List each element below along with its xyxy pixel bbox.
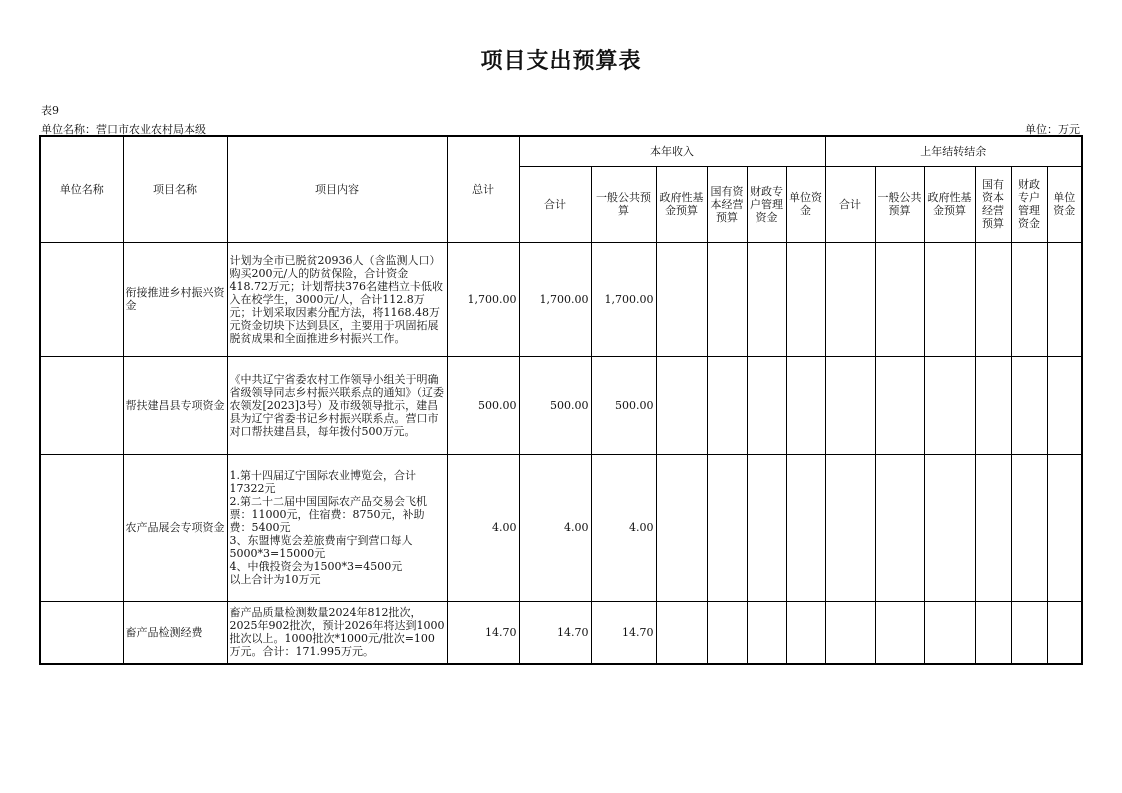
header-income-sum: 合计 — [519, 166, 591, 242]
header-total: 总计 — [447, 136, 519, 242]
row-income-sum: 500.00 — [519, 356, 591, 454]
row-total: 1,700.00 — [447, 242, 519, 356]
row-total: 14.70 — [447, 601, 519, 664]
header-carry-fund: 政府性基金预算 — [924, 166, 975, 242]
header-project-name: 项目名称 — [123, 136, 227, 242]
table-row — [40, 356, 1082, 454]
header-income-fund: 政府性基金预算 — [656, 166, 707, 242]
header-income-unit-fund: 单位资金 — [786, 166, 825, 242]
header-carry-state-capital: 国有资本经营预算 — [975, 166, 1011, 242]
row-project-content: 计划为全市已脱贫20936人（含监测人口）购买200元/人的防贫保险，合计资金418.72万元；计划帮扶376名建档立卡低收入在校学生，3000元/人，合计112.8万元；计划采取因素分配方法，将1168.48万元资金切块下达到县区，主要用于巩固拓展脱贫成果和全面推进乡村振兴工作。 — [227, 242, 447, 356]
row-total: 4.00 — [447, 454, 519, 601]
header-row-1 — [40, 136, 1082, 166]
row-project-name: 畜产品检测经费 — [123, 601, 227, 664]
header-income-special-account: 财政专户管理资金 — [747, 166, 786, 242]
header-carry-general: 一般公共预算 — [875, 166, 924, 242]
table-row — [40, 454, 1082, 601]
row-project-name: 农产品展会专项资金 — [123, 454, 227, 601]
row-project-content: 畜产品质量检测数量2024年812批次，2025年902批次，预计2026年将达到1000批次以上。1000批次*1000元/批次=100万元。合计：171.995万元。 — [227, 601, 447, 664]
header-carryover: 上年结转结余 — [825, 136, 1082, 166]
table-row — [40, 242, 1082, 356]
row-project-name: 衔接推进乡村振兴资金 — [123, 242, 227, 356]
header-income-general: 一般公共预算 — [591, 166, 656, 242]
header-unit-name: 单位名称 — [40, 136, 123, 242]
row-unit — [40, 454, 123, 601]
header-project-content: 项目内容 — [227, 136, 447, 242]
row-unit — [40, 242, 123, 356]
row-income-general: 4.00 — [591, 454, 656, 601]
row-unit — [40, 356, 123, 454]
header-carry-unit-fund: 单位资金 — [1047, 166, 1082, 242]
row-income-general: 14.70 — [591, 601, 656, 664]
row-unit — [40, 601, 123, 664]
unit-name-label: 单位名称：营口市农业农村局本级 — [41, 123, 206, 136]
table-row — [40, 601, 1082, 664]
row-income-sum: 1,700.00 — [519, 242, 591, 356]
header-carry-sum: 合计 — [825, 166, 875, 242]
budget-table — [39, 135, 1083, 665]
table-number: 表9 — [41, 104, 59, 117]
row-project-name: 帮扶建昌县专项资金 — [123, 356, 227, 454]
row-income-general: 500.00 — [591, 356, 656, 454]
row-total: 500.00 — [447, 356, 519, 454]
row-income-general: 1,700.00 — [591, 242, 656, 356]
header-current-income: 本年收入 — [519, 136, 825, 166]
row-project-content: 《中共辽宁省委农村工作领导小组关于明确省级领导同志乡村振兴联系点的通知》（辽委农领发[2023]3号）及市级领导批示，建昌县为辽宁省委书记乡村振兴联系点。营口市对口帮扶建昌县，每年拨付500万元。 — [227, 356, 447, 454]
page-title: 项目支出预算表 — [480, 49, 642, 74]
currency-unit-label: 单位：万元 — [1025, 123, 1080, 136]
header-carry-special-account: 财政专户管理资金 — [1011, 166, 1047, 242]
row-income-sum: 4.00 — [519, 454, 591, 601]
row-project-content: 1.第十四届辽宁国际农业博览会，合计17322元 2.第二十二届中国国际农产品交易会飞机票：11000元，住宿费：8750元，补助费：5400元 3、东盟博览会差旅费南宁到营口每人5000*3=15000元 4、中俄投资会为1500*3=4500元 以上合计为10万元 — [227, 454, 447, 601]
row-income-sum: 14.70 — [519, 601, 591, 664]
header-income-state-capital: 国有资本经营预算 — [707, 166, 747, 242]
